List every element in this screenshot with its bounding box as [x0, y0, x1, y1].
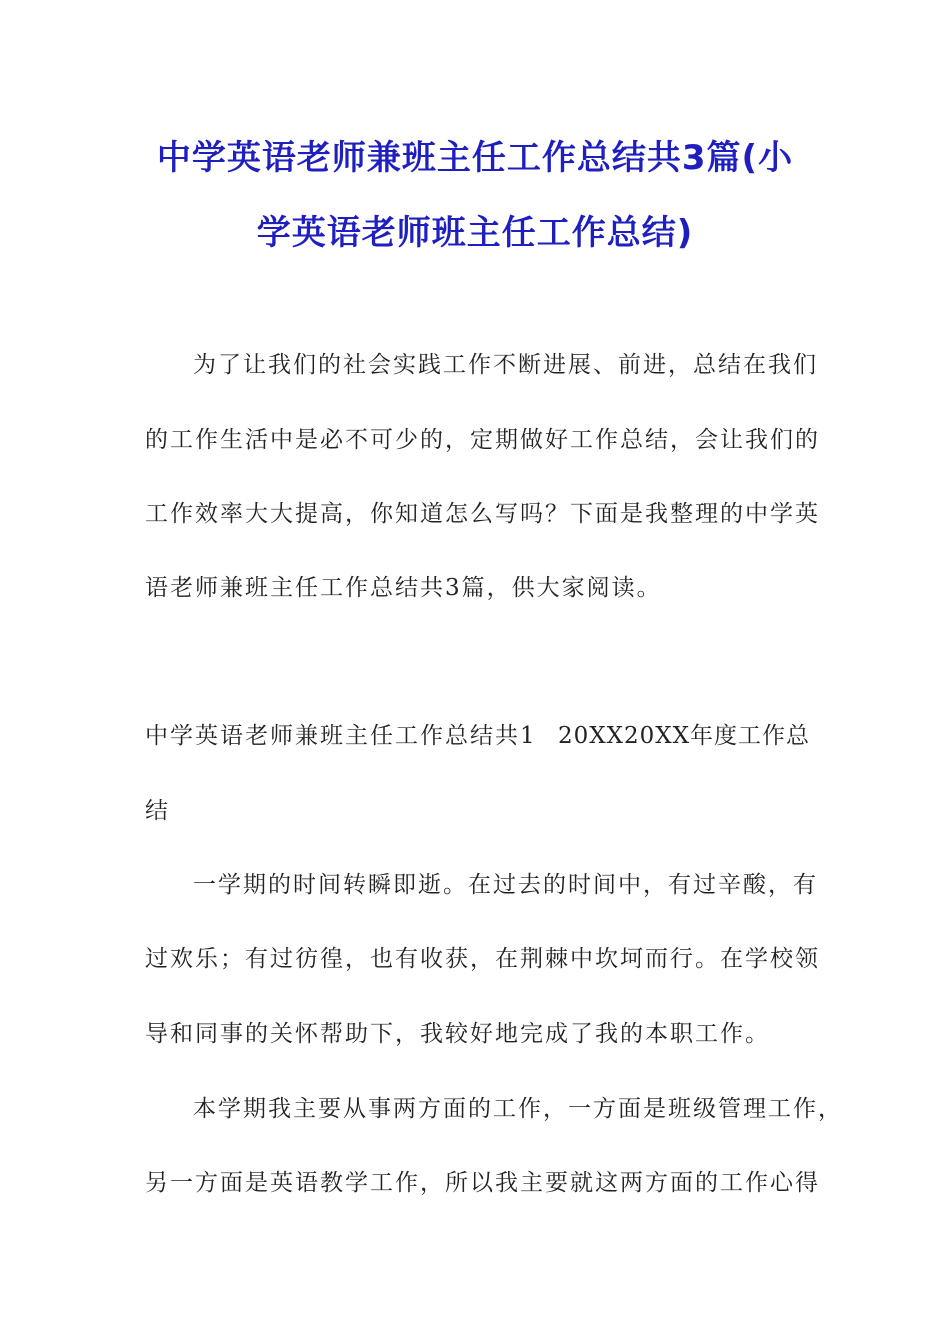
para2-line-2: 另一方面是英语教学工作，所以我主要就这两方面的工作心得: [145, 1170, 820, 1196]
para2-line-1: 本学期我主要从事两方面的工作，一方面是班级管理工作，: [193, 1096, 843, 1122]
section-heading-right: 20XX20XX年度工作总: [557, 723, 810, 749]
document-title-line-2: 学英语老师班主任工作总结): [256, 213, 694, 253]
section-heading-continued: 结: [145, 798, 170, 824]
section-heading-left: 中学英语老师兼班主任工作总结共1: [145, 723, 537, 749]
para1-line-1: 一学期的时间转瞬即逝。在过去的时间中，有过辛酸，有: [193, 872, 818, 898]
document-title-line-1: 中学英语老师兼班主任工作总结共3篇(小: [156, 138, 794, 178]
intro-line-1: 为了让我们的社会实践工作不断进展、前进，总结在我们: [193, 352, 818, 378]
para1-line-2: 过欢乐；有过彷徨，也有收获，在荆棘中坎坷而行。在学校领: [145, 946, 820, 972]
para1-line-3: 导和同事的关怀帮助下，我较好地完成了我的本职工作。: [145, 1021, 770, 1047]
intro-line-3: 工作效率大大提高，你知道怎么写吗？下面是我整理的中学英: [145, 501, 820, 527]
section-heading: [145, 717, 810, 750]
intro-line-4: 语老师兼班主任工作总结共3篇，供大家阅读。: [145, 575, 662, 601]
intro-line-2: 的工作生活中是必不可少的，定期做好工作总结，会让我们的: [145, 427, 820, 453]
